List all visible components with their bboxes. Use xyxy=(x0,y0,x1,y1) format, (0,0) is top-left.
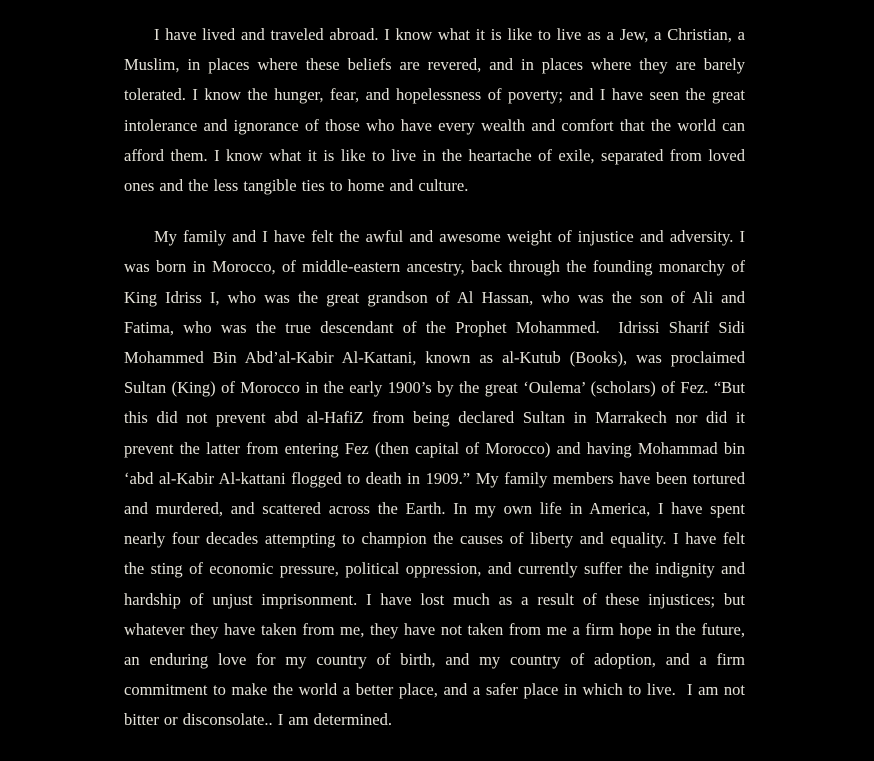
paragraph-family-history: My family and I have felt the awful and awesome weight of injustice and adversity. I was born in Morocco, of middle-eastern ancestry, back through the founding monarchy of King Idriss I, who was the great grandson of Al Hassan, who was the son of Ali and Fatima, who was the true descendant of the Prophet Mohammed. Idrissi Sharif Sidi Mohammed Bin Abd’al-Kabir Al-Kattani, known as al-Kutub (Books), was proclaimed Sultan (King) of Morocco in the early 1900’s by the great ‘Oulema’ (scholars) of Fez. “But this did not prevent abd al-HafiZ from being declared Sultan in Marrakech nor did it prevent the latter from entering Fez (then capital of Morocco) and having Mohammad bin ‘abd al-Kabir Al-kattani flogged to death in 1909.” My family members have been tortured and murdered, and scattered across the Earth. In my own life in America, I have spent nearly four decades attempting to champion the causes of liberty and equality. I have felt the sting of economic pressure, political oppression, and currently suffer the indignity and hardship of unjust imprisonment. I have lost much as a result of these injustices; but whatever they have taken from me, they have not taken from me a firm hope in the future, an enduring love for my country of birth, and my country of adoption, and a firm commitment to make the world a better place, and a safer place in which to live. I am not bitter or disconsolate.. I am determined. xyxy=(124,227,745,730)
text-column xyxy=(124,20,745,736)
paragraph-abroad-experience: I have lived and traveled abroad. I know what it is like to live as a Jew, a Christian, a Muslim, in places where these beliefs are revered, and in places where they are barely tolerated. I know the hunger, fear, and hopelessness of poverty; and I have seen the great intolerance and ignorance of those who have every wealth and comfort that the world can afford them. I know what it is like to live in the heartache of exile, separated from loved ones and the less tangible ties to home and culture. xyxy=(124,25,745,196)
